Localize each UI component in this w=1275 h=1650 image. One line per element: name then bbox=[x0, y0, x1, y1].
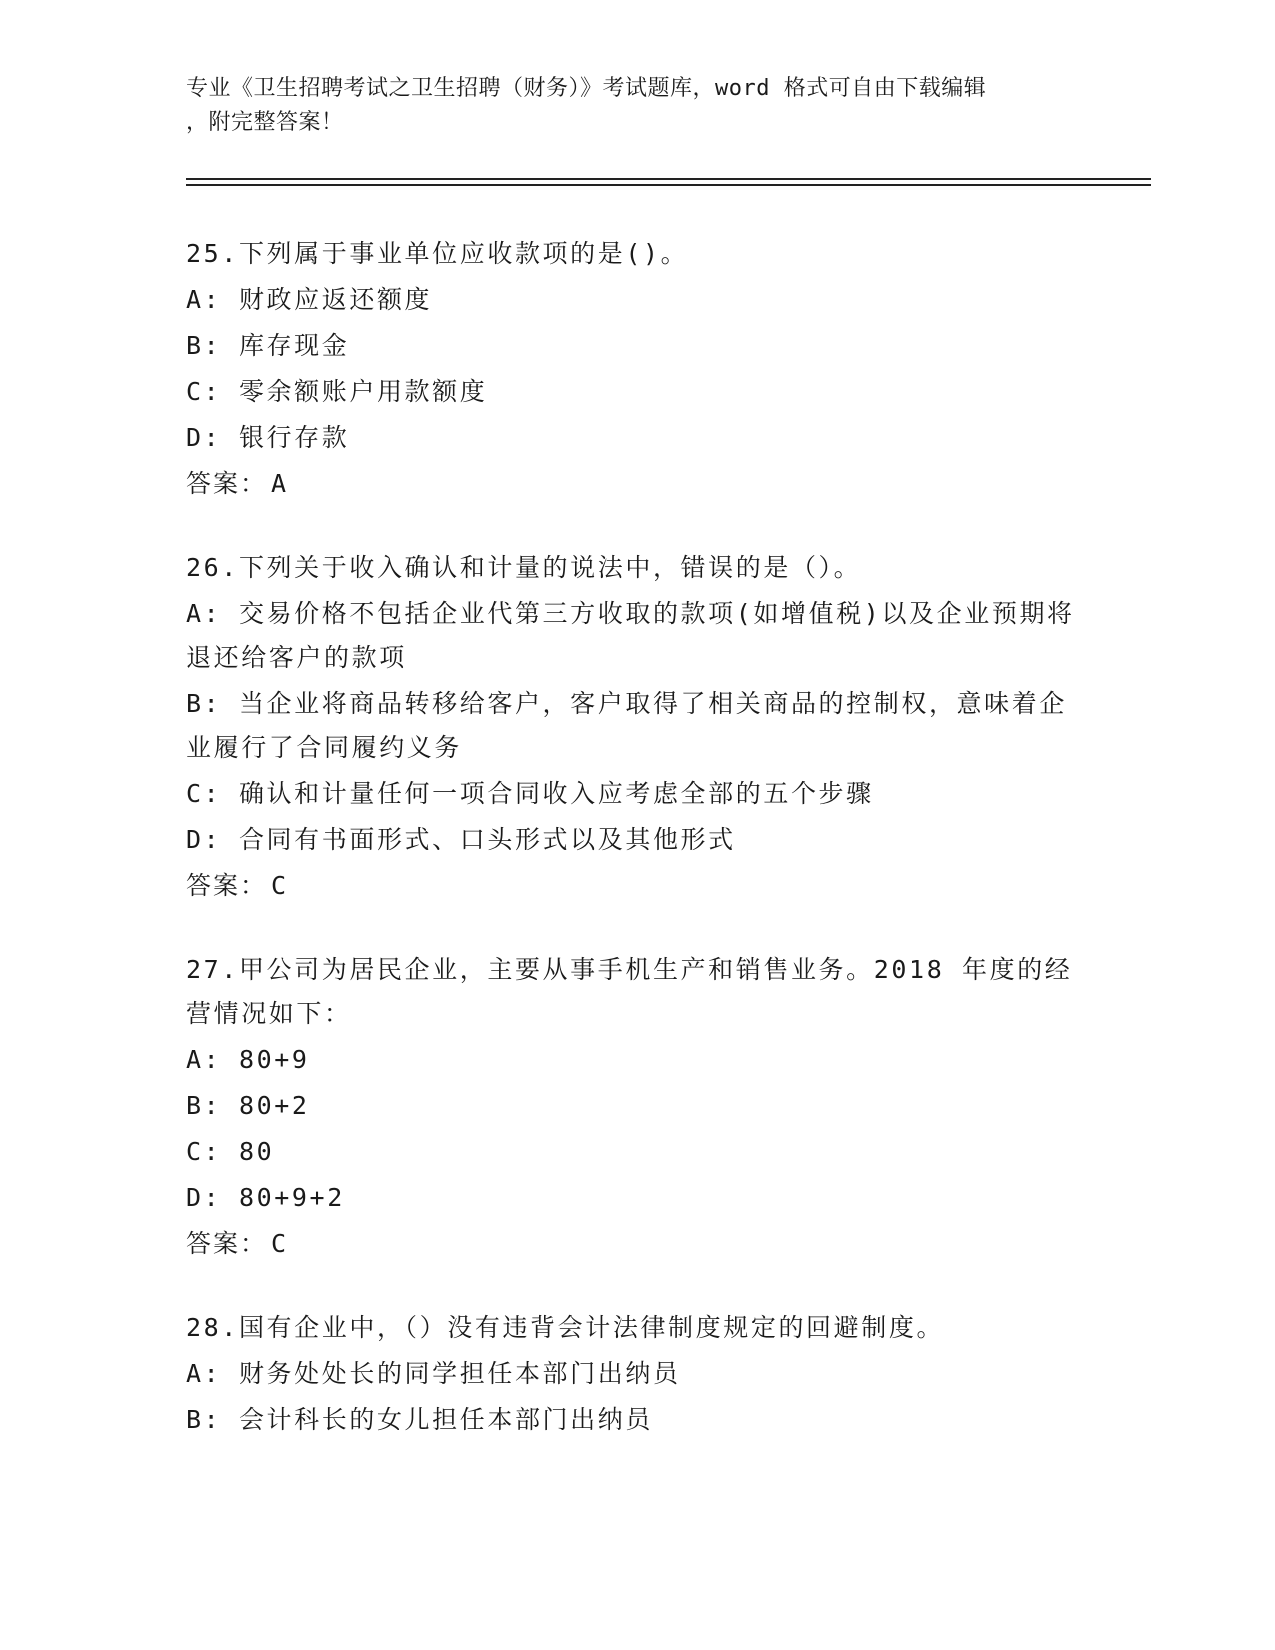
option-a: A: 财务处处长的同学担任本部门出纳员 bbox=[186, 1359, 681, 1388]
option-a: A: 80+9 bbox=[186, 1045, 310, 1074]
option-a: A: 交易价格不包括企业代第三方收取的款项(如增值税)以及企业预期将退还给客户的款项 bbox=[186, 599, 1075, 672]
option-c: C: 确认和计量任何一项合同收入应考虑全部的五个步骤 bbox=[186, 779, 874, 808]
question-25 bbox=[186, 232, 1086, 506]
question-28 bbox=[186, 1306, 1086, 1442]
answer-value: C bbox=[271, 1229, 288, 1258]
document-header bbox=[186, 72, 1086, 140]
option-b: B: 当企业将商品转移给客户，客户取得了相关商品的控制权，意味着企业履行了合同履约义务 bbox=[186, 689, 1067, 762]
header-divider-top bbox=[186, 178, 1151, 180]
answer bbox=[186, 462, 1086, 506]
option-c: C: 80 bbox=[186, 1137, 275, 1166]
question-text: 27.甲公司为居民企业，主要从事手机生产和销售业务。2018 年度的经营情况如下： bbox=[186, 955, 1073, 1028]
question-text: 26.下列关于收入确认和计量的说法中，错误的是（）。 bbox=[186, 553, 862, 582]
header-line-1: 专业《卫生招聘考试之卫生招聘（财务）》考试题库，word 格式可自由下载编辑 bbox=[186, 76, 987, 101]
question-text: 28.国有企业中，（）没有违背会计法律制度规定的回避制度。 bbox=[186, 1313, 945, 1342]
answer bbox=[186, 864, 1086, 908]
question-27 bbox=[186, 948, 1086, 1266]
answer bbox=[186, 1222, 1086, 1266]
option-c: C: 零余额账户用款额度 bbox=[186, 377, 488, 406]
header-divider-bottom bbox=[186, 184, 1151, 186]
option-d: D: 80+9+2 bbox=[186, 1183, 345, 1212]
question-list bbox=[186, 232, 1086, 1482]
answer-label: 答案： bbox=[186, 1229, 268, 1258]
option-b: B: 会计科长的女儿担任本部门出纳员 bbox=[186, 1405, 653, 1434]
question-26 bbox=[186, 546, 1086, 908]
answer-label: 答案： bbox=[186, 871, 268, 900]
option-d: D: 银行存款 bbox=[186, 423, 350, 452]
option-b: B: 库存现金 bbox=[186, 331, 350, 360]
option-b: B: 80+2 bbox=[186, 1091, 310, 1120]
answer-value: A bbox=[271, 469, 288, 498]
question-text: 25.下列属于事业单位应收款项的是()。 bbox=[186, 239, 689, 268]
option-a: A: 财政应返还额度 bbox=[186, 285, 433, 314]
answer-label: 答案： bbox=[186, 469, 268, 498]
header-line-2: ，附完整答案！ bbox=[186, 110, 344, 135]
answer-value: C bbox=[271, 871, 288, 900]
option-d: D: 合同有书面形式、口头形式以及其他形式 bbox=[186, 825, 736, 854]
